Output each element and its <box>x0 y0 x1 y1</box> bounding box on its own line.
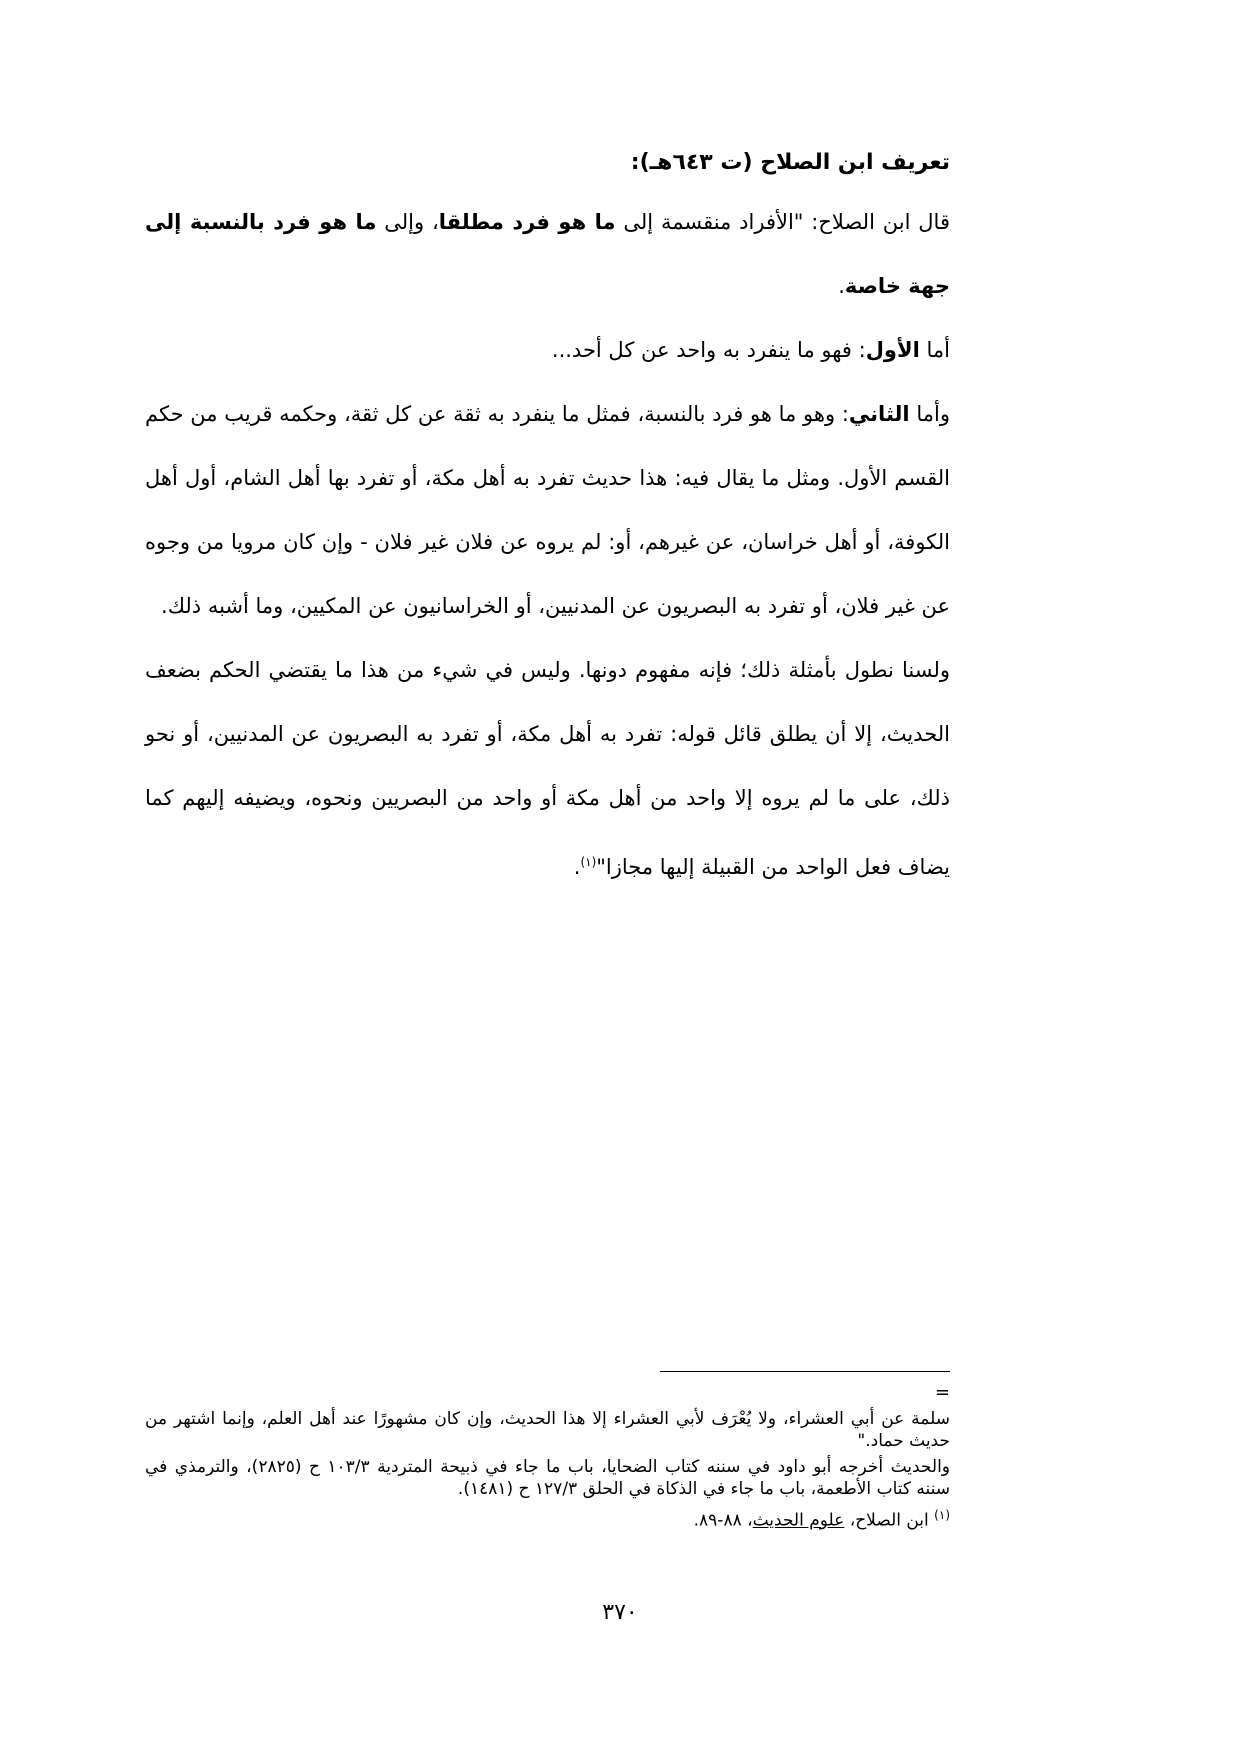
paragraph-text: ، وإلى <box>376 210 439 234</box>
paragraph-text: ولسنا نطول بأمثلة ذلك؛ فإنه مفهوم دونها. وليس في شيء من هذا ما يقتضي الحكم بضعف الحديث، إلا أن يطلق قائل قوله: تفرد به أهل مكة، أو تفرد به البصريون عن المدنيين، أو نحو ذلك، على ما لم يروه إلا واحد من أهل مكة أو واحد من البصريين ونحوه، ويضيفه إليهم كما يضاف فعل الواحد من القبيلة إليها مجازا" <box>145 658 950 879</box>
footnotes <box>145 1408 950 1532</box>
paragraph-text: . <box>838 274 845 298</box>
footnote-reference[interactable]: (١) <box>580 855 597 869</box>
bold-term: ما هو فرد بالنسبة إلى جهة خاصة <box>145 210 950 298</box>
footnote-continued: والحديث أخرجه أبو داود في سننه كتاب الضحايا، باب ما جاء في ذبيحة المتردية ١٠٣/٣ ح (٢٨٢٥)، والترمذي في سننه كتاب الأطعمة، باب ما جاء في الذكاة في الحلق ١٢٧/٣ ح (١٤٨١). <box>145 1457 950 1499</box>
paragraph-text: أما <box>919 338 950 362</box>
paragraph-text: : وهو ما هو فرد بالنسبة، فمثل ما ينفرد به ثقة عن كل ثقة، وحكمه قريب من حكم القسم الأول. ومثل ما يقال فيه: هذا حديث تفرد به أهل مكة، أو تفرد بها أهل الشام، أول أهل الكوفة، أو أهل خراسان، عن غيرهم، أو: لم يروه عن فلان غير فلان - وإن كان مرويا من وجوه عن غير فلان، أو تفرد به البصريون عن المدنيين، أو الخراسانيون عن المكيين، وما أشبه ذلك. <box>145 402 950 618</box>
footnote-separator <box>660 1371 950 1372</box>
paragraph-quote <box>145 190 950 318</box>
paragraph-text: : فهو ما ينفرد به واحد عن كل أحد... <box>551 338 866 362</box>
section-heading <box>145 145 950 181</box>
paragraph-text: . <box>573 855 581 879</box>
heading-text: تعريف ابن الصلاح (ت ٦٤٣هـ): <box>630 150 950 175</box>
paragraph-second-type <box>145 382 950 638</box>
book-title: علوم الحديث <box>752 1510 845 1531</box>
footnote-continuation-mark: = <box>934 1382 950 1403</box>
footnote-text: ، ٨٨-٨٩. <box>693 1510 753 1531</box>
body-text <box>145 190 950 899</box>
page-number: ٣٧٠ <box>602 1600 638 1625</box>
footnote-continued: سلمة عن أبي العشراء، ولا يُعْرَف لأبي العشراء إلا هذا الحديث، وإن كان مشهورًا عند أهل العلم، وإنما اشتهر من حديث حماد." <box>145 1409 950 1451</box>
paragraph-first-type <box>145 318 950 382</box>
footnote-number: (١) <box>934 1508 950 1522</box>
paragraph-text: وأما <box>909 402 950 426</box>
footnote-text: ابن الصلاح، <box>844 1510 935 1531</box>
paragraph-text: قال ابن الصلاح: "الأفراد منقسمة إلى <box>615 210 950 234</box>
paragraph-conclusion <box>145 638 950 899</box>
footnote-1 <box>145 1504 950 1532</box>
bold-term: الأول <box>865 338 920 362</box>
bold-term: ما هو فرد مطلقا <box>438 210 616 234</box>
bold-term: الثاني <box>848 402 910 426</box>
